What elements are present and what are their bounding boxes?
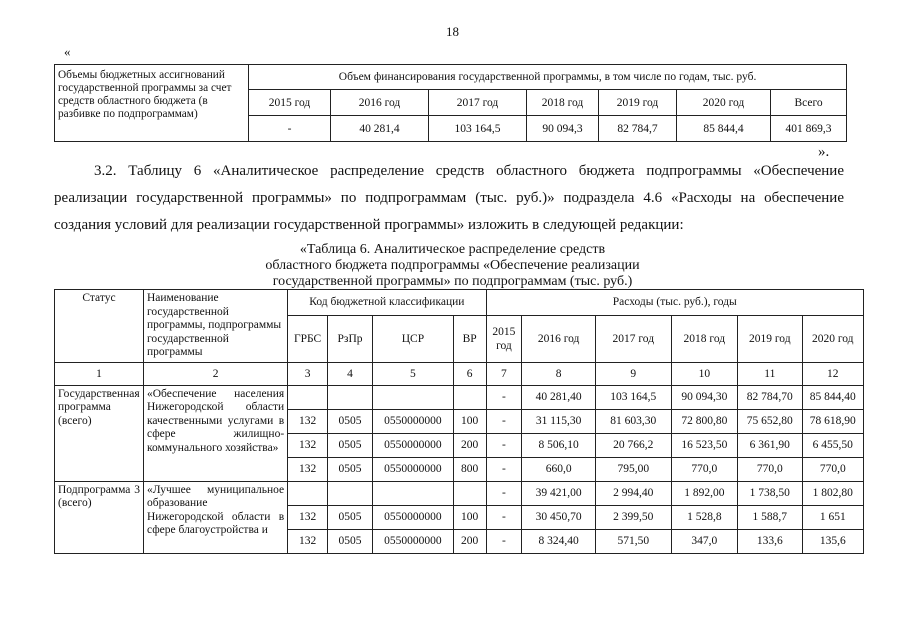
table-caption-line-3: государственной программы» по подпрограммам (тыс. руб.): [272, 274, 633, 289]
year-2015-cell: -: [486, 409, 522, 433]
year-2016-cell: 31 115,30: [522, 409, 596, 433]
csr-cell: [373, 385, 454, 409]
year-2016-cell: 8 506,10: [522, 433, 596, 457]
year-2020-cell: 1 651: [802, 505, 864, 529]
vr-cell: [453, 385, 486, 409]
csr-cell: [373, 481, 454, 505]
grbs-cell: 132: [288, 457, 328, 481]
year-2015-cell: -: [486, 385, 522, 409]
year-2020-cell: 770,0: [802, 457, 864, 481]
value-cell: 82 784,7: [599, 116, 677, 142]
rzpr-cell: [328, 481, 373, 505]
funding-header: Объем финансирования государственной программы, в том числе по годам, тыс. руб.: [249, 65, 847, 90]
year-2018-cell: 770,0: [671, 457, 737, 481]
rzpr-cell: [328, 385, 373, 409]
grbs-cell: 132: [288, 433, 328, 457]
program-name-cell: «Лучшее муниципальное образование Нижегородской области в сфере благоустройства и: [143, 481, 287, 553]
grbs-cell: [288, 385, 328, 409]
year-2018-cell: 72 800,80: [671, 409, 737, 433]
year-header: 2018 год: [527, 90, 599, 116]
funding-label: Объемы бюджетных ассигнований государственной программы за счет средств областного бюджета (в разбивке по подпрограммам): [55, 65, 249, 142]
value-cell: 40 281,4: [331, 116, 429, 142]
year-2020-cell: 6 455,50: [802, 433, 864, 457]
status-cell: Подпрограмма 3 (всего): [55, 481, 144, 553]
year-2017-cell: 20 766,2: [595, 433, 671, 457]
rzpr-cell: 0505: [328, 409, 373, 433]
rzpr-cell: 0505: [328, 457, 373, 481]
name-header: Наименование государственной программы, подпрограммы государственной программы: [143, 290, 287, 363]
vr-cell: 200: [453, 529, 486, 553]
year-2016-cell: 39 421,00: [522, 481, 596, 505]
year-2018-cell: 90 094,30: [671, 385, 737, 409]
year-2017-cell: 2 399,50: [595, 505, 671, 529]
funding-summary-table: [54, 64, 847, 142]
vr-cell: [453, 481, 486, 505]
vr-cell: 800: [453, 457, 486, 481]
grbs-header: ГРБС: [288, 315, 328, 362]
year-2020-cell: 135,6: [802, 529, 864, 553]
total-header: Всего: [771, 90, 847, 116]
vr-cell: 100: [453, 409, 486, 433]
value-cell: 85 844,4: [677, 116, 771, 142]
year-2019-cell: 6 361,90: [738, 433, 802, 457]
analytical-distribution-table: [54, 289, 864, 554]
year-2018-cell: 16 523,50: [671, 433, 737, 457]
year-2015-cell: -: [486, 529, 522, 553]
column-number: 3: [288, 362, 328, 385]
csr-header: ЦСР: [373, 315, 454, 362]
year-2019-header: 2019 год: [738, 315, 802, 362]
csr-cell: 0550000000: [373, 457, 454, 481]
rzpr-cell: 0505: [328, 433, 373, 457]
column-number: 5: [373, 362, 454, 385]
year-2016-header: 2016 год: [522, 315, 596, 362]
vr-cell: 200: [453, 433, 486, 457]
year-2017-cell: 103 164,5: [595, 385, 671, 409]
csr-cell: 0550000000: [373, 505, 454, 529]
column-number: 12: [802, 362, 864, 385]
budget-code-header: Код бюджетной классификации: [288, 290, 486, 316]
year-2017-cell: 571,50: [595, 529, 671, 553]
year-2019-cell: 770,0: [738, 457, 802, 481]
year-2018-cell: 1 528,8: [671, 505, 737, 529]
year-header: 2017 год: [429, 90, 527, 116]
table-row: [55, 385, 864, 409]
year-2019-cell: 82 784,70: [738, 385, 802, 409]
program-name-cell: «Обеспечение населения Нижегородской области качественными услугами в сфере жилищно-коммунального хозяйства»: [143, 385, 287, 481]
year-2019-cell: 1 738,50: [738, 481, 802, 505]
grbs-cell: [288, 481, 328, 505]
grbs-cell: 132: [288, 529, 328, 553]
year-2015-cell: -: [486, 457, 522, 481]
column-number: 10: [671, 362, 737, 385]
year-2018-header: 2018 год: [671, 315, 737, 362]
column-number: 6: [453, 362, 486, 385]
year-2016-cell: 30 450,70: [522, 505, 596, 529]
csr-cell: 0550000000: [373, 409, 454, 433]
grbs-cell: 132: [288, 409, 328, 433]
column-number: 11: [738, 362, 802, 385]
vr-cell: 100: [453, 505, 486, 529]
year-2018-cell: 347,0: [671, 529, 737, 553]
year-2015-cell: -: [486, 505, 522, 529]
year-2020-cell: 1 802,80: [802, 481, 864, 505]
column-number: 1: [55, 362, 144, 385]
table-caption-line-1: «Таблица 6. Аналитическое распределение средств: [299, 242, 606, 257]
year-2015-cell: -: [486, 481, 522, 505]
year-2017-cell: 81 603,30: [595, 409, 671, 433]
year-2019-cell: 1 588,7: [738, 505, 802, 529]
csr-cell: 0550000000: [373, 433, 454, 457]
year-2016-cell: 8 324,40: [522, 529, 596, 553]
year-2020-header: 2020 год: [802, 315, 864, 362]
total-cell: 401 869,3: [771, 116, 847, 142]
column-number: 4: [328, 362, 373, 385]
year-header: 2015 год: [249, 90, 331, 116]
column-number: 9: [595, 362, 671, 385]
year-2015-header: 2015 год: [486, 315, 522, 362]
grbs-cell: 132: [288, 505, 328, 529]
column-number: 8: [522, 362, 596, 385]
amendment-paragraph: 3.2. Таблицу 6 «Аналитическое распределение средств областного бюджета подпрограммы «Обеспечение реализации государственной программы» по подпрограммам (тыс. руб.)» подраздела 4.6 «Расходы на обеспечение создания условий для реализации государственной программы» изложить в следующей редакции:: [54, 163, 844, 233]
value-cell: -: [249, 116, 331, 142]
year-header: 2019 год: [599, 90, 677, 116]
year-2016-cell: 40 281,40: [522, 385, 596, 409]
year-header: 2016 год: [331, 90, 429, 116]
column-number-row: [55, 362, 864, 385]
rzpr-cell: 0505: [328, 505, 373, 529]
column-number: 2: [143, 362, 287, 385]
table-row: [55, 481, 864, 505]
rzpr-cell: 0505: [328, 529, 373, 553]
year-2017-cell: 795,00: [595, 457, 671, 481]
year-2016-cell: 660,0: [522, 457, 596, 481]
rzpr-header: РзПр: [328, 315, 373, 362]
page-number: 18: [446, 24, 459, 39]
year-2019-cell: 75 652,80: [738, 409, 802, 433]
year-2020-cell: 78 618,90: [802, 409, 864, 433]
open-quote-mark: «: [64, 44, 71, 59]
status-cell: Государственная программа (всего): [55, 385, 144, 481]
table-caption-line-2: областного бюджета подпрограммы «Обеспечение реализации: [265, 258, 640, 273]
column-number: 7: [486, 362, 522, 385]
year-2018-cell: 1 892,00: [671, 481, 737, 505]
close-quote-mark: ».: [818, 144, 830, 160]
year-2017-header: 2017 год: [595, 315, 671, 362]
status-header: Статус: [55, 290, 144, 363]
expenses-header: Расходы (тыс. руб.), годы: [486, 290, 863, 316]
vr-header: ВР: [453, 315, 486, 362]
year-2019-cell: 133,6: [738, 529, 802, 553]
year-header: 2020 год: [677, 90, 771, 116]
year-2017-cell: 2 994,40: [595, 481, 671, 505]
csr-cell: 0550000000: [373, 529, 454, 553]
year-2020-cell: 85 844,40: [802, 385, 864, 409]
value-cell: 90 094,3: [527, 116, 599, 142]
value-cell: 103 164,5: [429, 116, 527, 142]
year-2015-cell: -: [486, 433, 522, 457]
